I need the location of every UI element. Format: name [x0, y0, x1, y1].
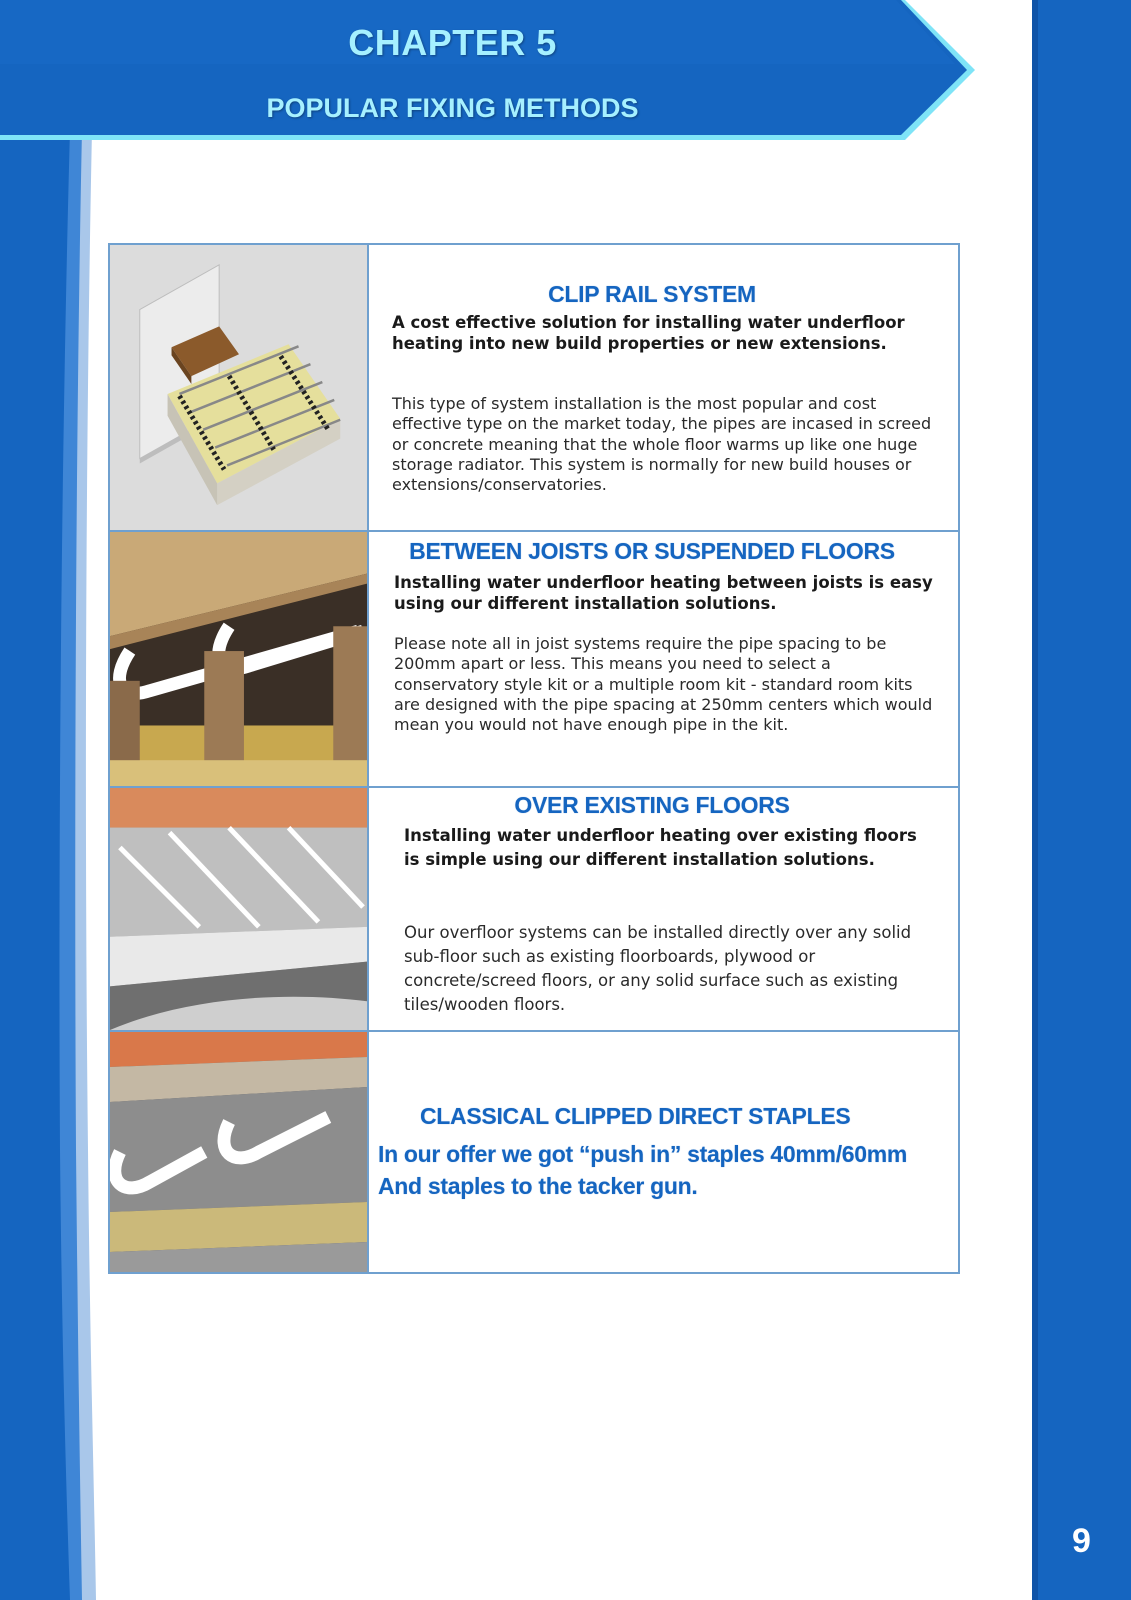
section-lead: Installing water underfloor heating over existing floors is simple using our different installation solutions.	[404, 826, 917, 869]
clip-rail-illustration	[110, 245, 369, 530]
clip-rail-text-cell	[369, 245, 958, 530]
section-body: This type of system installation is the most popular and cost effective type on the market today, the pipes are incased in screed or concrete meaning that the whole floor warms up like one huge storage radiator. This system is normally for new build houses or extensions/conservatories.	[392, 394, 932, 495]
section-title: OVER EXISTING FLOORS	[514, 792, 790, 818]
staples-illustration	[110, 1032, 369, 1272]
joists-text-cell	[369, 532, 958, 786]
chapter-title: POPULAR FIXING METHODS	[266, 93, 639, 123]
chapter-number: CHAPTER 5	[348, 22, 557, 63]
table-row	[110, 245, 958, 532]
section-title: BETWEEN JOISTS OR SUSPENDED FLOORS	[409, 538, 895, 564]
overfloor-text-cell	[369, 788, 958, 1030]
section-lead: Installing water underfloor heating between joists is easy using our different installation solutions.	[394, 573, 933, 613]
table-row	[110, 532, 958, 788]
page-number: 9	[1072, 1522, 1091, 1560]
staples-note-line2: And staples to the tacker gun.	[378, 1173, 698, 1199]
table-row	[110, 788, 958, 1032]
section-body: Our overfloor systems can be installed directly over any solid sub-floor such as existing floorboards, plywood or concrete/screed floors, or any solid surface such as existing tiles/wooden floors.	[404, 923, 912, 1014]
section-lead: A cost effective solution for installing water underfloor heating into new build properties or new extensions.	[392, 313, 905, 353]
staples-text-cell	[369, 1032, 958, 1272]
staples-note-line1: In our offer we got “push in” staples 40mm/60mm	[378, 1141, 908, 1167]
section-title: CLIP RAIL SYSTEM	[548, 281, 756, 307]
table-row	[110, 1032, 958, 1272]
joist-illustration	[110, 532, 369, 786]
overfloor-illustration	[110, 788, 369, 1030]
fixing-methods-table	[108, 243, 960, 1274]
section-title: CLASSICAL CLIPPED DIRECT STAPLES	[420, 1103, 851, 1129]
section-body: Please note all in joist systems require the pipe spacing to be 200mm apart or less. This means you need to select a conservatory style kit or a multiple room kit - standard room kits are designed with the pipe spacing at 250mm centers which would mean you would not have enough pipe in the kit.	[394, 634, 933, 735]
right-sidebar-bar	[1032, 0, 1131, 1600]
